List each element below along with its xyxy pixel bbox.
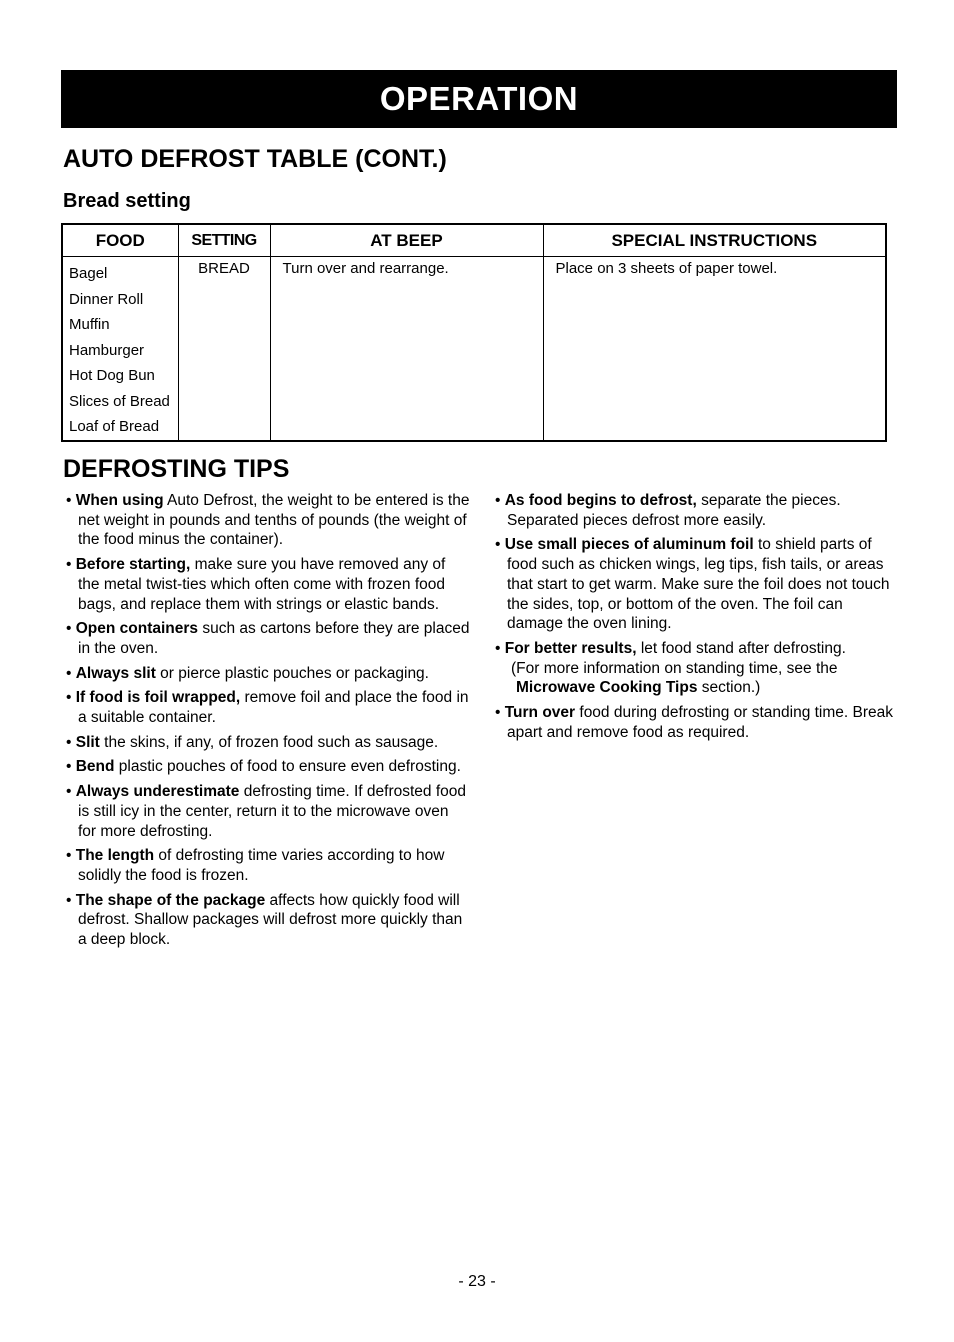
table-row (62, 257, 886, 441)
list-item: Bagel (69, 265, 108, 282)
tip-bold: Turn over (504, 704, 576, 722)
tip-text: Auto Defrost, the weight to be entered is the net weight in pounds and tenths of pounds (the weight of the food minus the container). (78, 492, 470, 549)
page-number: - 23 - (458, 1273, 496, 1290)
tip-item: • As food begins to defrost, separate the pieces. Separated pieces defrost more easily. (495, 492, 841, 529)
list-item: Loaf of Bread (69, 418, 160, 435)
tip-text: food during defrosting or standing time. Break apart and remove food as required. (507, 704, 894, 741)
tip-text: make sure you have removed any of the metal twist-ties which often come with frozen food bags, and replace them with strings or elastic bands. (78, 556, 446, 613)
tip-bold: Bend (75, 758, 115, 776)
header-setting: SETTING (178, 224, 270, 257)
tip-item: • For better results, let food stand after defrosting. (For more information on standing time, see the Microwave Cooking Tips section.) (495, 639, 897, 698)
tip-bold: Always slit (75, 664, 156, 682)
tip-item: • Always slit or pierce plastic pouches or packaging. (66, 664, 429, 682)
tip-text: plastic pouches of food to ensure even defrosting. (114, 758, 461, 776)
tip-bold: The shape of the package (75, 891, 266, 909)
header-at-beep: AT BEEP (270, 224, 543, 257)
tip-text: of defrosting time varies according to how solidly the food is frozen. (78, 847, 445, 884)
at-beep-value: Turn over and rearrange. (282, 260, 449, 277)
auto-defrost-heading: AUTO DEFROST TABLE (CONT.) (63, 145, 447, 173)
tip-item: • When using Auto Defrost, the weight to be entered is the net weight in pounds and tenths of pounds (the weight of the food minus the container). (66, 492, 470, 549)
tip-item: • Open containers such as cartons before they are placed in the oven. (66, 620, 470, 657)
bread-setting-subheading: Bread setting (63, 190, 191, 212)
tip-bold: Open containers (75, 620, 199, 638)
tip-item: • The shape of the package affects how quickly food will defrost. Shallow packages will defrost more quickly than a deep block. (66, 891, 463, 949)
bread-defrost-table (61, 223, 887, 442)
tip-bold: Always underestimate (75, 783, 240, 801)
tip-bold: As food begins to defrost, (504, 492, 697, 509)
subnote-bold: Microwave Cooking Tips (516, 679, 698, 697)
tip-item: • Turn over food during defrosting or standing time. Break apart and remove food as required. (495, 704, 894, 741)
tip-text: let food stand after defrosting. (636, 639, 846, 657)
tip-bold: Slit (75, 733, 100, 751)
at-beep-cell (270, 257, 543, 441)
tip-bold: For better results, (504, 639, 637, 657)
list-item: Hamburger (69, 341, 145, 359)
tip-text: separate the pieces. Separated pieces defrost more easily. (507, 492, 841, 529)
tip-bold: Use small pieces of aluminum foil (504, 536, 754, 554)
tip-subnote (507, 659, 897, 698)
tip-text: to shield parts of food such as chicken wings, leg tips, fish tails, or areas that start to get warm. Make sure the foil does not touch the sides, top, or bottom of the oven. The foil can damage the oven lining. (507, 536, 890, 633)
banner-title: OPERATION (379, 80, 579, 117)
tip-text: or pierce plastic pouches or packaging. (155, 664, 429, 682)
table-header-row (62, 224, 886, 257)
subnote-text: (For more information on standing time, see the (511, 659, 838, 677)
tips-left-column (66, 491, 470, 955)
tip-text: defrosting time. If defrosted food is still icy in the center, return it to the microwave oven for more defrosting. (78, 783, 467, 840)
setting-cell (178, 257, 270, 441)
tip-item: • Always underestimate defrosting time. If defrosted food is still icy in the center, return it to the microwave oven for more defrosting. (66, 783, 467, 840)
list-item: Hot Dog Bun (69, 367, 155, 384)
tips-right-column (495, 491, 897, 747)
food-cell (62, 257, 178, 441)
list-item: Slices of Bread (69, 392, 170, 410)
subnote-text-end: section.) (697, 679, 761, 697)
tip-text: the skins, if any, of frozen food such as sausage. (99, 733, 439, 751)
tip-item: • If food is foil wrapped, remove foil and place the food in a suitable container. (66, 689, 469, 727)
header-special-instructions: SPECIAL INSTRUCTIONS (543, 224, 886, 257)
tip-text: remove foil and place the food in a suitable container. (78, 689, 469, 727)
setting-value: BREAD (198, 260, 250, 277)
tip-bold: Before starting, (75, 556, 191, 574)
food-list (63, 257, 178, 440)
tip-bold: When using (75, 492, 164, 509)
tip-item: • Bend plastic pouches of food to ensure even defrosting. (66, 758, 461, 776)
operation-banner (61, 70, 897, 128)
tip-item: • Before starting, make sure you have removed any of the metal twist-ties which often come with frozen food bags, and replace them with strings or elastic bands. (66, 556, 446, 613)
list-item: Dinner Roll (69, 290, 144, 308)
tip-text: such as cartons before they are placed in the oven. (78, 620, 470, 657)
tip-item: • Slit the skins, if any, of frozen food such as sausage. (66, 733, 439, 751)
list-item: Muffin (69, 316, 110, 333)
header-food: FOOD (62, 224, 178, 257)
tip-bold: If food is foil wrapped, (75, 689, 241, 707)
defrosting-tips-heading: DEFROSTING TIPS (63, 455, 290, 483)
tip-item: • Use small pieces of aluminum foil to shield parts of food such as chicken wings, leg tips, fish tails, or areas that start to get warm. Make sure the foil does not touch the sides, top, or bottom of the oven. The foil can damage the oven lining. (495, 536, 890, 633)
tip-text: affects how quickly food will defrost. Shallow packages will defrost more quickly than a deep block. (78, 891, 463, 949)
tip-item: • The length of defrosting time varies according to how solidly the food is frozen. (66, 847, 445, 884)
tip-bold: The length (75, 847, 155, 865)
special-instructions-value: Place on 3 sheets of paper towel. (555, 260, 778, 277)
special-instructions-cell (543, 257, 886, 441)
